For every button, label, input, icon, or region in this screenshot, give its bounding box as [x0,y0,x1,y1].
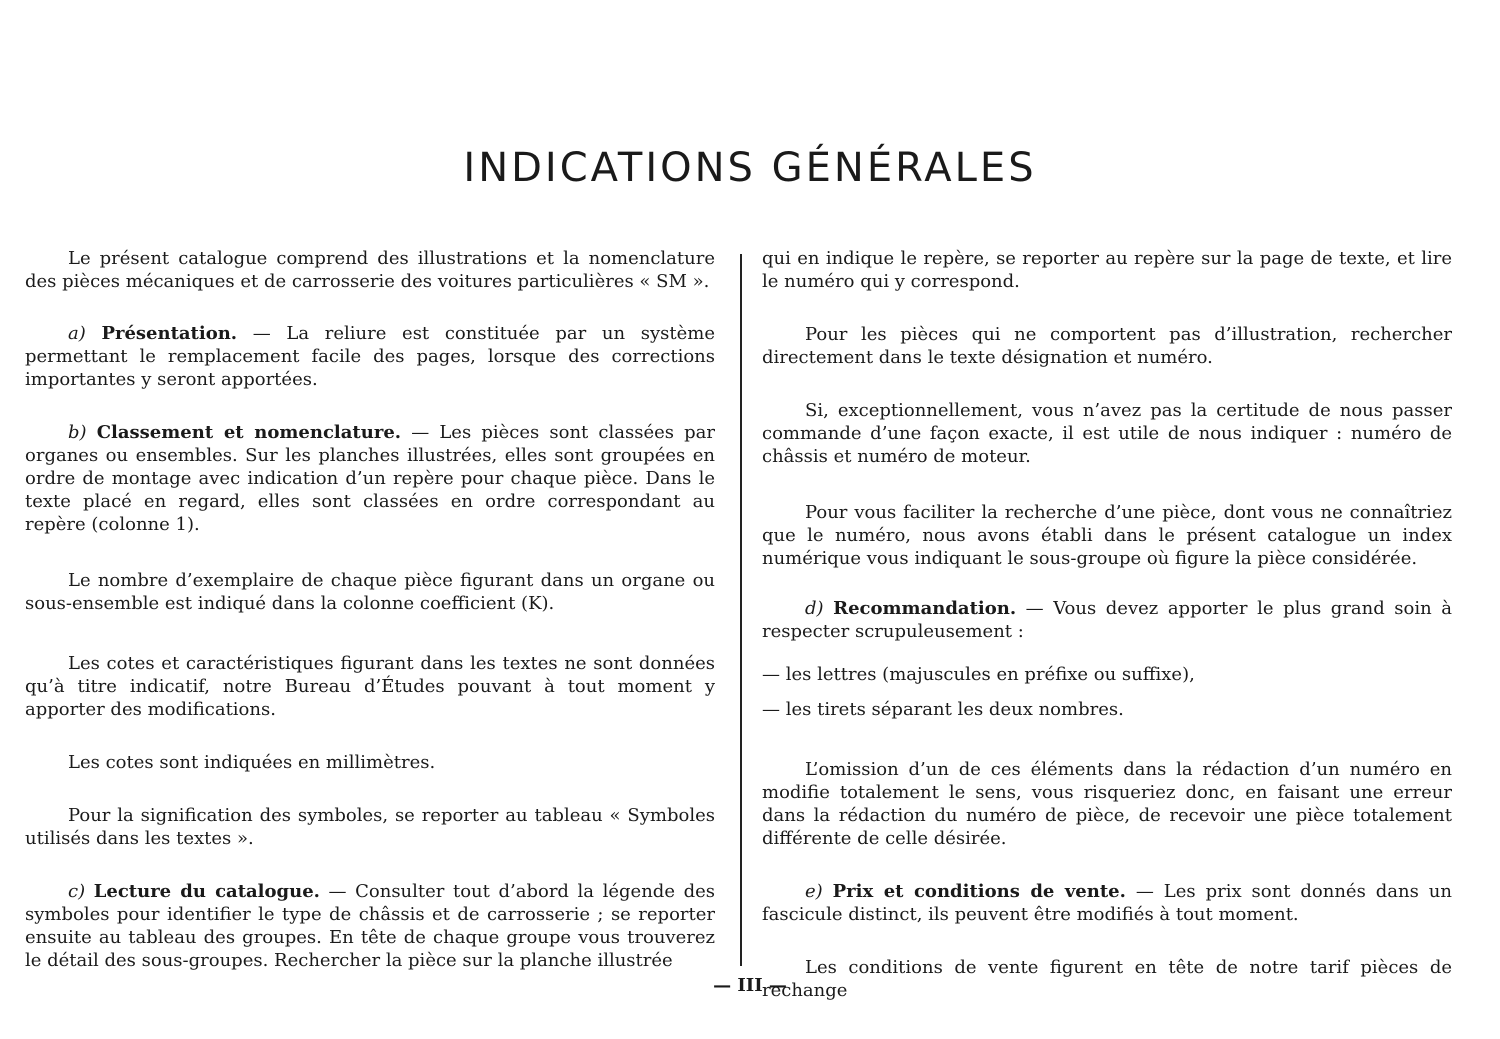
section-e-title: Prix et conditions de vente. [832,881,1126,902]
continuation-paragraph: qui en indique le repère, se reporter au repère sur la page de texte, et lire le numéro qui y correspond. [762,248,1452,292]
conditions-paragraph: Les conditions de vente figurent en tête de notre tarif pièces de rechange [762,957,1452,1001]
list-item: — les lettres (majuscules en préfixe ou suffixe), [762,664,1195,685]
coefficient-paragraph: Le nombre d’exemplaire de chaque pièce figurant dans un organe ou sous-ensemble est indiqué dans la colonne coefficient (K). [25,570,715,614]
exception-paragraph: Si, exceptionnellement, vous n’avez pas la certitude de nous passer commande d’une façon exacte, il est utile de nous indiquer : numéro de châssis et numéro de moteur. [762,400,1452,467]
symboles-paragraph: Pour la signification des symboles, se reporter au tableau « Symboles utilisés dans les textes ». [25,805,715,849]
section-b-paragraph [25,421,715,536]
intro-paragraph: Le présent catalogue comprend des illustrations et la nomenclature des pièces mécaniques et de carrosserie des voitures particulières « SM ». [25,248,715,292]
no-illustration-paragraph: Pour les pièces qui ne comportent pas d’illustration, rechercher directement dans le texte désignation et numéro. [762,324,1452,368]
column-divider [740,254,742,966]
section-c-text: — Consulter tout d’abord la légende des symboles pour identifier le type de châssis et de carrosserie ; se reporter ensuite au tableau des groupes. En tête de chaque groupe vous trouverez le détail des sous-groupes. Rechercher la pièce sur la planche illustrée [25,881,715,971]
list-item: — les tirets séparant les deux nombres. [762,699,1124,720]
page-number: — III — [713,975,787,996]
section-d-paragraph [762,597,1452,643]
omission-paragraph: L’omission d’un de ces éléments dans la rédaction d’un numéro en modifie totalement le sens, vous risqueriez donc, en faisant une erreur dans la rédaction du numéro de pièce, de recevoir une pièce totalement différente de celle désirée. [762,759,1452,849]
section-a-letter: a) [68,323,86,344]
right-column [762,247,1452,1002]
millimetres-paragraph: Les cotes sont indiquées en millimètres. [68,752,436,773]
section-b-text: — Les pièces sont classées par organes ou ensembles. Sur les planches illustrées, elles sont groupées en ordre de montage avec indication d’un repère pour chaque pièce. Dans le texte placé en regard, elles sont classées en ordre correspondant au repère (colonne 1). [25,422,715,535]
cotes-paragraph: Les cotes et caractéristiques figurant dans les textes ne sont données qu’à titre indicatif, notre Bureau d’Études pouvant à tout moment y apporter des modifications. [25,653,715,720]
section-c-letter: c) [68,881,86,902]
section-d-letter: d) [805,598,824,619]
section-b-letter: b) [68,422,87,443]
section-e-letter: e) [805,881,823,902]
section-c-paragraph [25,880,715,972]
section-c-title: Lecture du catalogue. [93,881,320,902]
section-a-title: Présentation. [101,323,238,344]
section-d-title: Recommandation. [833,598,1017,619]
section-e-text: — Les prix sont donnés dans un fascicule distinct, ils peuvent être modifiés à tout moment. [762,881,1452,925]
section-d-text: — Vous devez apporter le plus grand soin à respecter scrupuleusement : [762,598,1452,642]
page-title: INDICATIONS GÉNÉRALES [463,145,1037,191]
section-b-title: Classement et nomenclature. [96,422,402,443]
section-a-text: — La reliure est constituée par un système permettant le remplacement facile des pages, lorsque des corrections importantes y seront apportées. [25,323,715,390]
section-e-paragraph [762,880,1452,926]
section-a-paragraph [25,322,715,391]
left-column [25,247,715,972]
index-paragraph: Pour vous faciliter la recherche d’une pièce, dont vous ne connaîtriez que le numéro, nous avons établi dans le présent catalogue un index numérique vous indiquant le sous-groupe où figure la pièce considérée. [762,502,1452,569]
